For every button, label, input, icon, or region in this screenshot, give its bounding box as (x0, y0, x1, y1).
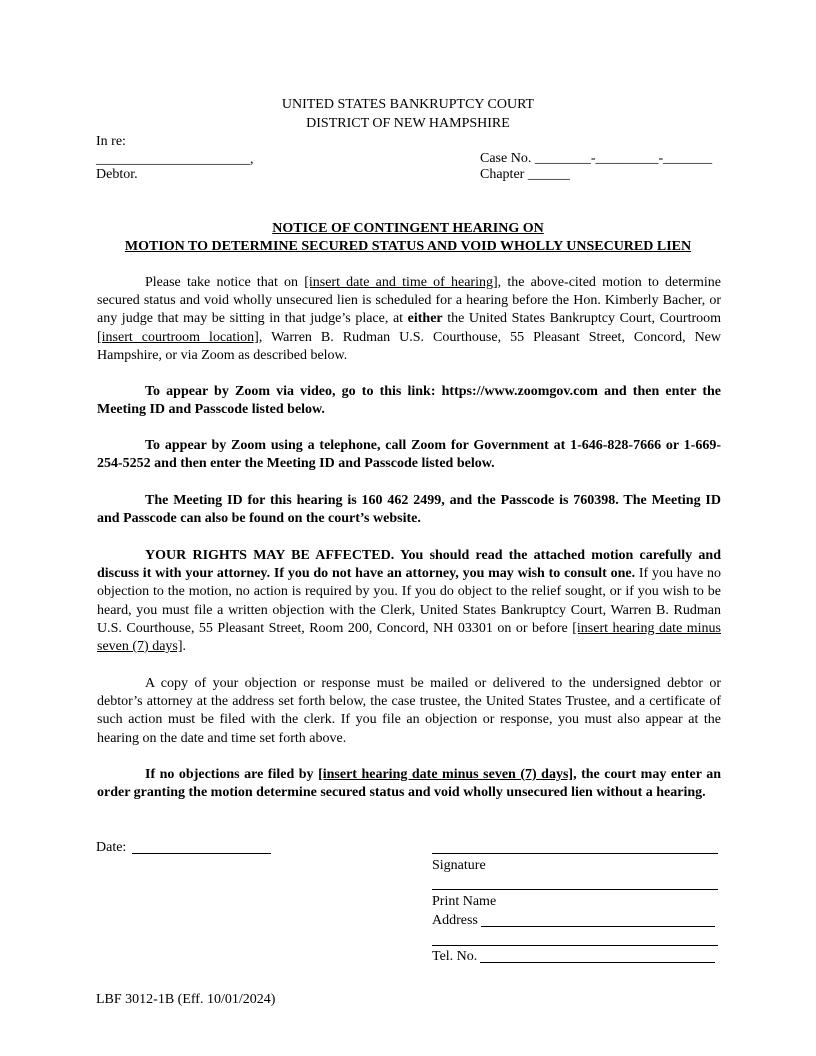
print-name-line (432, 889, 718, 890)
p1-text-e: the United States Bankruptcy Court, Courtroom (442, 311, 722, 327)
rights-paragraph (97, 547, 721, 656)
zoom-phone-paragraph (97, 437, 721, 473)
notice-title-line1: NOTICE OF CONTINGENT HEARING ON (272, 221, 544, 236)
courtroom-placeholder: [insert courtroom location] (97, 329, 259, 345)
hearing-notice-paragraph (97, 274, 721, 365)
zoom-phone-text: To appear by Zoom using a telephone, call Zoom for Government at 1-646-828-7666 or 1-669-254-5252 and then enter the Meeting ID and Passcode listed below. (97, 438, 721, 472)
p7-text-c: , the court may enter an order granting the motion determine secured status and void wholly unsecured lien without a hearing. (97, 767, 721, 801)
p7-text-a: If no objections are filed by (145, 767, 319, 782)
p1-either: either (407, 311, 443, 327)
meeting-id-paragraph (97, 492, 721, 528)
address-line-1 (481, 926, 715, 927)
notice-title-line2: MOTION TO DETERMINE SECURED STATUS AND VOID WHOLLY UNSECURED LIEN (124, 239, 692, 254)
debtor-label: Debtor. (96, 167, 138, 182)
p7-deadline-placeholder: [insert hearing date minus seven (7) days] (318, 767, 574, 782)
signature-line (432, 853, 718, 854)
rights-text-end: . (182, 639, 187, 655)
rights-text: If you have no objection to the motion, no action is required by you. If you do object to the relief sought, or if you wish to be heard, you must file a written objection with the Clerk, United States Bankruptcy Court, Warren B. Rudman U.S. Courthouse, 55 Pleasant Street, Room 200, Concord, NH 03301 on or before (97, 566, 721, 636)
debtor-name-blank: ______________________, (96, 152, 254, 167)
address-line-2 (432, 945, 718, 946)
p1-text-c: , the above-cited motion to determine secured status and void wholly unsecured lien is scheduled for a hearing before the Hon. Kimberly Bacher, or any judge that may be sitting in that judge’s place, at (97, 275, 721, 327)
no-objection-paragraph (97, 766, 721, 802)
p1-text-a: Please take notice that on (145, 275, 305, 290)
in-re-label: In re: (96, 134, 126, 149)
address-label: Address (432, 913, 478, 928)
zoom-video-paragraph (97, 383, 721, 419)
court-name: UNITED STATES BANKRUPTCY COURT (281, 97, 535, 112)
zoom-video-text: To appear by Zoom via video, go to this link: https://www.zoomgov.com and then enter the Meeting ID and Passcode listed below. (97, 384, 721, 418)
telephone-line (480, 962, 715, 963)
form-footer-id: LBF 3012-1B (Eff. 10/01/2024) (96, 992, 276, 1007)
meeting-id-text: The Meeting ID for this hearing is 160 462 2499, and the Passcode is 760398. The Meeting ID and Passcode can also be found on the court’s website. (97, 493, 721, 527)
telephone-label: Tel. No. (432, 949, 478, 964)
print-name-label: Print Name (432, 894, 497, 909)
date-line (132, 853, 271, 854)
chapter-number: Chapter ______ (480, 167, 570, 182)
p1-text-g: , Warren B. Rudman U.S. Courthouse, 55 Pleasant Street, Concord, New Hampshire, or via Zoom as described below. (97, 329, 722, 363)
case-number: Case No. ________-_________-_______ (480, 151, 713, 166)
objection-deadline-placeholder: [insert hearing date minus seven (7) days] (97, 620, 721, 655)
signature-label: Signature (432, 858, 486, 873)
court-district: DISTRICT OF NEW HAMPSHIRE (306, 116, 510, 131)
rights-warning: YOUR RIGHTS MAY BE AFFECTED. You should read the attached motion carefully and discuss it with your attorney. If you do not have an attorney, you may wish to consult one. (97, 548, 721, 582)
service-paragraph (97, 675, 721, 748)
hearing-date-placeholder: [insert date and time of hearing] (304, 275, 498, 290)
service-text: A copy of your objection or response must be mailed or delivered to the undersigned debtor or debtor’s attorney at the address set forth below, the case trustee, the United States Trustee, and a certificate of such action must be filed with the clerk. If you file an objection or response, you must also appear at the hearing on the date and time set forth above. (97, 676, 721, 746)
date-label: Date: (96, 840, 127, 855)
